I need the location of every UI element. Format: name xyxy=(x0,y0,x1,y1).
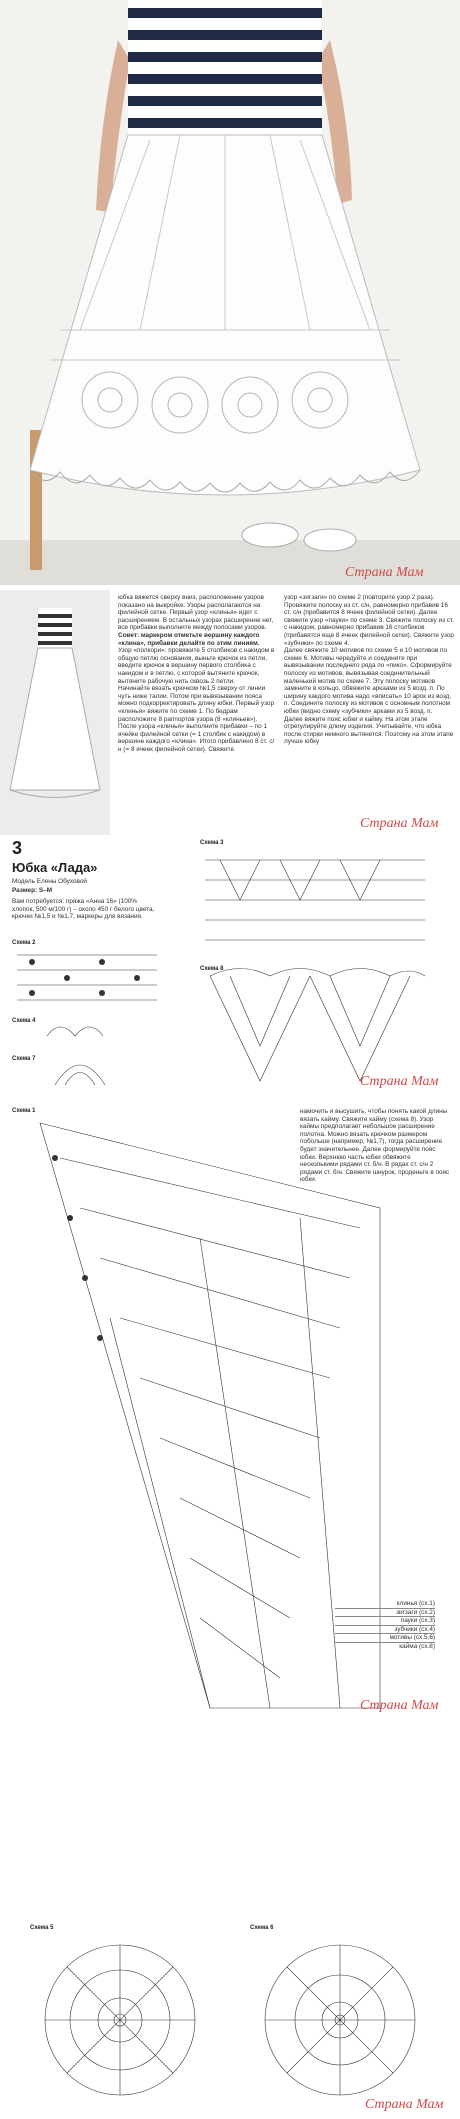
scheme-6-label: Схема 6 xyxy=(250,1925,274,1931)
pattern-materials: Вам потребуется: пряжа «Анна 16» (100% хлопок, 500 м/100 г) – около 450 г белого цвета, крючки №1,5 и №1,7, маркеры для вязания. xyxy=(12,898,155,921)
scheme-8-label: Схема 8 xyxy=(200,966,224,972)
skirt-illustration xyxy=(0,0,460,585)
scheme-8-chart xyxy=(200,966,430,1091)
scheme-4-label: Схема 4 xyxy=(12,1018,36,1024)
watermark: Страна Мам xyxy=(360,1074,439,1089)
article-col2: узор «зигзаги» по схеме 2 (повторите узор 2 раза). Провяжите полоску из ст. с/н, равномерно прибавив 16 ст. с/н (прибавится 8 ячеек филейной сетки). Далее свяжите узор «пауки» по схеме 3. Свяжите полоску из ст. с накидом, равномерно прибавив 16 столбиков (прибавятся еще 8 ячеек филейной сетки). Свяжите узор «зубчики» по схеме 4. Далее свяжите 10 мотивов по схеме 5 и 10 мотивов по схеме 6. Мотивы чередуйте и соедините при вывязывании последнего ряда по «пико». Сформируйте полоску из мотивов, вывязывая соединительный маленький мотив по схеме 7. Эту полоску мотивов замкните в кольцо, обвяжите аркаами из 5 возд. п. По ширину какдого мотива надо «вписать» 10 арок из возд. п. Соедините полоску из мотивов с основным полотном юбки (видно схему «зубчики» арками из 5 возд. п. Далее вяжите пояс юбки и кайму. На этом этапе отрегулируйте длину изделия. Учитывайте, что юбка после стирки немного вытянется. Поэтому на этом этапе лучше юбку xyxy=(284,594,454,746)
article-col1: юбка вяжется сверху вниз, расположение узоров показано на выкройке. Узоры располагаются на филейной сетке. Первый узор «клинья» идет с расширением. В остальных узорах расширение нет, все прибавки выполните между полосами узоров. Совет: маркером отметьте вершину каждого «клина», прибавки делайте по этим линиям. Узор «полкори»: провяжите 5 столбиков с накидом в общую петлю основания, выньте крючок из петли, введите крючок в вершину первого столбика с накидом и в петлю, с которой вытяните крючок, вытяните рабочую нить сквозь 2 петли. Начинайте вязать крючком №1,5 сверху от линии чуть ниже талии. Потом при вывязывании пояса можно подкорректировать длину юбки. Первый узор «клинья» вяжите по схеме 1. По бедрам расположите 8 раппортов узора (8 «клиньев»). После узора «клинья» выполните прибавки – по 1 ячейке филейной сетки (= 1 столбик с накидом) в вершине каждого «клина». Итого прибавлено 8 ст. с/н (= 8 ячеек филейной сетки). Свяжите xyxy=(118,594,275,753)
scheme-4-chart xyxy=(45,1016,105,1038)
scheme-6-chart xyxy=(250,1930,450,2110)
scheme-7-chart xyxy=(50,1050,110,1090)
scheme-3-label: Схема 3 xyxy=(200,840,224,846)
main-photo xyxy=(0,0,460,585)
legend-box xyxy=(335,1600,435,1651)
pattern-title: Юбка «Лада» xyxy=(12,860,98,875)
scheme-5-chart xyxy=(40,1930,240,2110)
striped-top xyxy=(128,0,322,135)
scheme-2-label: Схема 2 xyxy=(12,940,36,946)
scheme-1-label: Схема 1 xyxy=(12,1108,36,1114)
scheme-7-label: Схема 7 xyxy=(12,1056,36,1062)
legend-item: зигзаги (сх.2) xyxy=(335,1609,435,1618)
pattern-page-3 xyxy=(0,1725,460,2115)
pattern-number: 3 xyxy=(12,838,23,858)
legend-item: клинья (сх.1) xyxy=(335,1600,435,1609)
pattern-size: Размер: S–M xyxy=(12,887,53,894)
pattern-model: Модель Елены Обуховой xyxy=(12,878,87,885)
watermark: Страна Мам xyxy=(345,565,424,580)
watermark: Страна Мам xyxy=(360,816,439,831)
small-photo xyxy=(0,590,110,835)
watermark: Страна Мам xyxy=(360,1698,439,1713)
scheme-5-label: Схема 5 xyxy=(30,1925,54,1931)
legend-item: пауки (сх.3) xyxy=(335,1617,435,1626)
pattern-page-2 xyxy=(0,1100,460,1720)
pattern-page-1 xyxy=(0,838,460,1093)
scheme-2-chart xyxy=(12,950,162,1005)
legend-item: кайма (сх.8) xyxy=(399,1642,435,1650)
scheme-3-chart xyxy=(200,850,430,960)
legend-item: зубчики (сх.4) xyxy=(335,1626,435,1635)
legend-item: мотивы (сх.5,6) xyxy=(335,1634,435,1643)
article-panel xyxy=(0,590,460,835)
article-lower: намочить и высушить, чтобы понять какой длины вязать кайму. Свяжите кайму (схема 8). Узор каймы предполагает небольшое расширение полотна. Можно вязать крючком размером побольше (например, №1,7), тогда расширение будет значительнее. Далее формируйте пояс юбки. Верхнюю часть юбки обвяжите несколькими рядами ст. б/н. В рядах ст. с/н 2 рядами ст. б/н. Свяжите шнурок, проденьте в пояс юбки. xyxy=(300,1108,450,1184)
watermark: Страна Мам xyxy=(365,2097,444,2112)
